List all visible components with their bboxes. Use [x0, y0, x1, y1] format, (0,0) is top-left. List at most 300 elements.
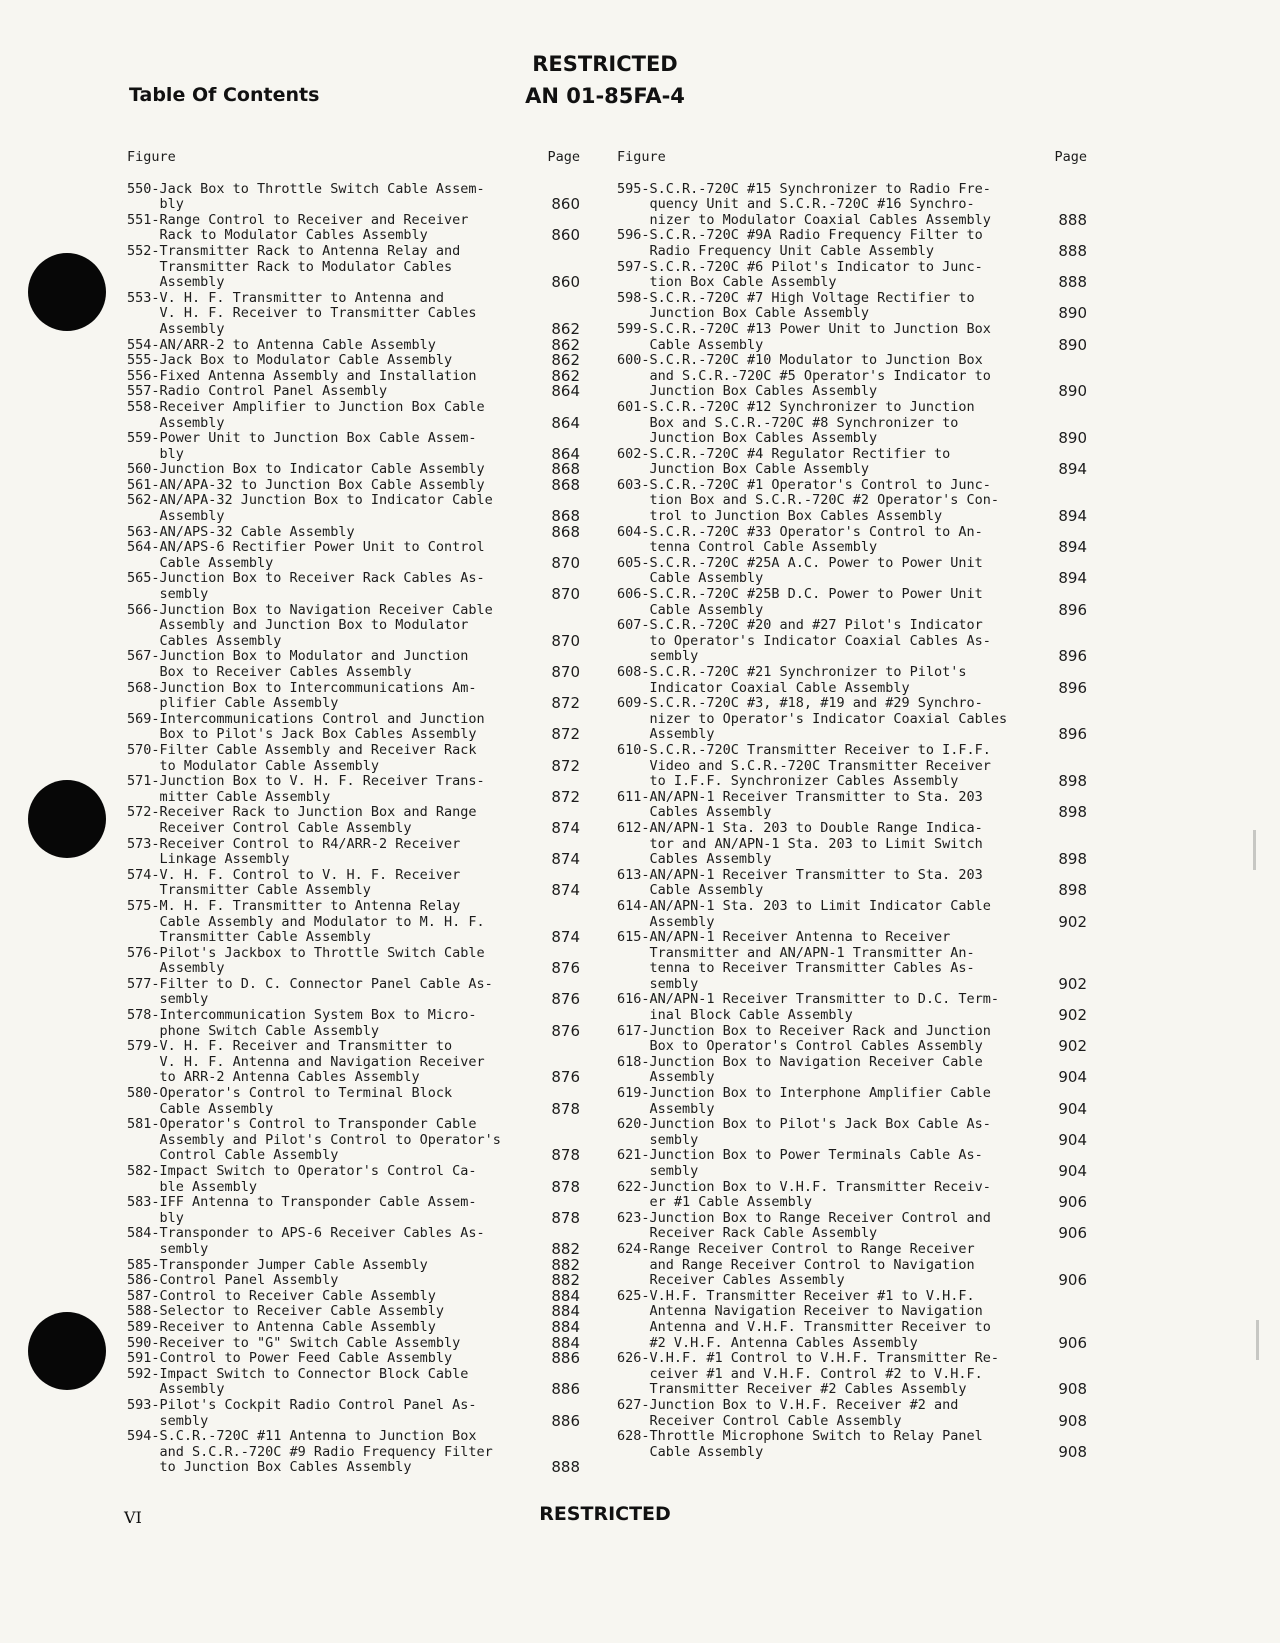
toc-entry-page: 902 [1058, 912, 1087, 931]
toc-entry-line: Transmitter Receiver #2 Cables Assembly [617, 1381, 967, 1398]
toc-entry-page: 868 [551, 475, 580, 494]
toc-entry-line: sembly [617, 648, 699, 665]
toc-entry-line: 616-AN/APN-1 Receiver Transmitter to D.C. Term- [617, 991, 1000, 1008]
toc-entry-line: #2 V.H.F. Antenna Cables Assembly [617, 1334, 918, 1351]
toc-entry-page: 888 [1058, 241, 1087, 260]
toc-entry-line: 552-Transmitter Rack to Antenna Relay and [127, 242, 461, 259]
toc-entry-line: tenna to Receiver Transmitter Cables As- [617, 960, 975, 977]
toc-entry [127, 540, 580, 571]
restricted-footer: RESTRICTED [539, 1503, 671, 1525]
binder-hole-top [28, 253, 106, 331]
toc-column-left [127, 150, 580, 1476]
toc-entry [127, 603, 580, 650]
toc-entry-page: 890 [1058, 335, 1087, 354]
toc-entry-line: Cable Assembly and Modulator to M. H. F. [127, 913, 485, 930]
toc-entry [617, 260, 1087, 291]
toc-entry-line: 592-Impact Switch to Connector Block Cable [127, 1365, 469, 1382]
toc-entry-line: Cables Assembly [617, 851, 772, 868]
toc-entry-line: 578-Intercommunication System Box to Micro- [127, 1007, 477, 1024]
toc-entry-line: Assembly [127, 1381, 225, 1398]
toc-entry [617, 665, 1087, 696]
toc-entry-line: 575-M. H. F. Transmitter to Antenna Relay [127, 897, 461, 914]
toc-entry-page: 872 [551, 787, 580, 806]
toc-entry-line: 557-Radio Control Panel Assembly [127, 383, 388, 400]
toc-entry-line: Cable Assembly [127, 554, 274, 571]
toc-entry-page: 902 [1058, 1006, 1087, 1025]
toc-entry-line: 604-S.C.R.-720C #33 Operator's Control to An- [617, 523, 983, 540]
toc-entry-line: and S.C.R.-720C #5 Operator's Indicator to [617, 367, 991, 384]
toc-entry-page: 862 [551, 319, 580, 338]
toc-entry-line: 577-Filter to D. C. Connector Panel Cable As- [127, 975, 493, 992]
toc-entry-page: 896 [1058, 678, 1087, 697]
toc-entry-line: 550-Jack Box to Throttle Switch Cable Assem- [127, 180, 485, 197]
toc-entry-line: Antenna and V.H.F. Transmitter Receiver to [617, 1318, 991, 1335]
scan-mark [1256, 1320, 1259, 1360]
toc-entry-line: 605-S.C.R.-720C #25A A.C. Power to Power Unit [617, 554, 983, 571]
toc-entry [127, 681, 580, 712]
toc-entry-line: inal Block Cable Assembly [617, 1007, 853, 1024]
toc-entry-page: 886 [551, 1380, 580, 1399]
toc-entry-line: and Range Receiver Control to Navigation [617, 1256, 975, 1273]
toc-entry-page: 906 [1058, 1271, 1087, 1290]
toc-entry-page: 884 [551, 1333, 580, 1352]
toc-entry-line: Junction Box Cable Assembly [617, 305, 869, 322]
toc-list-right [617, 182, 1087, 1461]
toc-entry-line: Cable Assembly [127, 1100, 274, 1117]
toc-entry-line: Receiver Control Cable Assembly [127, 819, 412, 836]
toc-entry-line: 562-AN/APA-32 Junction Box to Indicator Cable [127, 492, 493, 509]
toc-entry-line: 609-S.C.R.-720C #3, #18, #19 and #29 Synchro- [617, 695, 983, 712]
toc-entry-page: 904 [1058, 1068, 1087, 1087]
toc-entry [617, 1024, 1087, 1055]
figure-column-label: Figure [127, 149, 176, 165]
toc-entry [617, 743, 1087, 790]
toc-entry-page: 902 [1058, 974, 1087, 993]
toc-entry-page: 894 [1058, 460, 1087, 479]
toc-entry-page: 906 [1058, 1333, 1087, 1352]
toc-entry-line: Receiver Control Cable Assembly [617, 1412, 902, 1429]
toc-entry-page: 876 [551, 1021, 580, 1040]
toc-entry-page: 878 [551, 1146, 580, 1165]
toc-entry-page: 890 [1058, 304, 1087, 323]
toc-entry-page: 860 [551, 226, 580, 245]
toc-entry-line: Receiver Cables Assembly [617, 1272, 845, 1289]
toc-entry-line: 621-Junction Box to Power Terminals Cable As- [617, 1147, 983, 1164]
toc-entry-page: 860 [551, 195, 580, 214]
toc-entry-line: Cables Assembly [617, 804, 772, 821]
toc-entry-line: 624-Range Receiver Control to Range Receiver [617, 1240, 975, 1257]
toc-entry-line: quency Unit and S.C.R.-720C #16 Synchro- [617, 196, 975, 213]
toc-entry-line: 606-S.C.R.-720C #25B D.C. Power to Power Unit [617, 586, 983, 603]
toc-entry-line: Cable Assembly [617, 336, 764, 353]
toc-entry-line: Transmitter Cable Assembly [127, 929, 371, 946]
toc-entry-page: 868 [551, 507, 580, 526]
toc-entry-line: 619-Junction Box to Interphone Amplifier Cable [617, 1085, 991, 1102]
toc-entry [617, 1148, 1087, 1179]
toc-entry-line: 600-S.C.R.-720C #10 Modulator to Junction Box [617, 352, 983, 369]
toc-entry [127, 244, 580, 291]
toc-entry-page: 876 [551, 959, 580, 978]
toc-entry-line: 607-S.C.R.-720C #20 and #27 Pilot's Indicator [617, 617, 983, 634]
page-column-label: Page [547, 149, 580, 165]
toc-entry-line: 581-Operator's Control to Transponder Cable [127, 1116, 477, 1133]
toc-entry-line: Assembly [127, 414, 225, 431]
toc-entry-page: 876 [551, 1068, 580, 1087]
toc-entry-page: 906 [1058, 1224, 1087, 1243]
toc-entry-line: Box to Operator's Control Cables Assembly [617, 1038, 983, 1055]
toc-entry-line: phone Switch Cable Assembly [127, 1022, 379, 1039]
toc-entry [127, 353, 580, 369]
toc-entry-line: 568-Junction Box to Intercommunications Am- [127, 679, 477, 696]
toc-entry-line: ceiver #1 and V.H.F. Control #2 to V.H.F. [617, 1365, 983, 1382]
toc-entry-line: 593-Pilot's Cockpit Radio Control Panel As- [127, 1396, 477, 1413]
toc-entry-line: 570-Filter Cable Assembly and Receiver Rack [127, 741, 477, 758]
toc-entry [127, 977, 580, 1008]
toc-entry-line: 555-Jack Box to Modulator Cable Assembly [127, 352, 453, 369]
toc-entry-line: 551-Range Control to Receiver and Receiver [127, 211, 469, 228]
toc-entry-line: Junction Box Cables Assembly [617, 383, 878, 400]
toc-entry-page: 894 [1058, 507, 1087, 526]
toc-entry [617, 228, 1087, 259]
toc-entry [127, 1008, 580, 1039]
toc-entry-line: Antenna Navigation Receiver to Navigation [617, 1303, 983, 1320]
toc-entry-line: bly [127, 445, 184, 462]
toc-entry-line: tor and AN/APN-1 Sta. 203 to Limit Switch [617, 835, 983, 852]
toc-entry-page: 896 [1058, 647, 1087, 666]
toc-entry-line: 590-Receiver to "G" Switch Cable Assembly [127, 1334, 461, 1351]
toc-entry-line: 569-Intercommunications Control and Junction [127, 710, 485, 727]
toc-entry-line: to Operator's Indicator Coaxial Cables As- [617, 632, 991, 649]
toc-entry-page: 864 [551, 382, 580, 401]
toc-entry-line: nizer to Operator's Indicator Coaxial Cables [617, 710, 1008, 727]
toc-entry [617, 868, 1087, 899]
toc-entry [127, 493, 580, 524]
toc-entry-page: 870 [551, 585, 580, 604]
toc-entry [617, 291, 1087, 322]
toc-entry [127, 1273, 580, 1289]
toc-entry-page: 888 [1058, 273, 1087, 292]
toc-entry [617, 400, 1087, 447]
toc-entry-page: 874 [551, 928, 580, 947]
toc-entry [127, 462, 580, 478]
toc-entry-page: 872 [551, 756, 580, 775]
toc-entry-page: 896 [1058, 600, 1087, 619]
toc-entry-line: Linkage Assembly [127, 851, 290, 868]
toc-entry-line: Box to Receiver Cables Assembly [127, 664, 412, 680]
toc-entry-line: 595-S.C.R.-720C #15 Synchronizer to Radio Fre- [617, 180, 991, 197]
toc-entry [127, 1195, 580, 1226]
toc-entry-line: 614-AN/APN-1 Sta. 203 to Limit Indicator Cable [617, 897, 991, 914]
toc-entry-page: 874 [551, 881, 580, 900]
toc-entry [617, 525, 1087, 556]
toc-entry-line: 556-Fixed Antenna Assembly and Installation [127, 367, 477, 384]
toc-entry-line: 567-Junction Box to Modulator and Junction [127, 648, 469, 665]
toc-entry-line: 628-Throttle Microphone Switch to Relay Panel [617, 1428, 983, 1445]
toc-entry-line: Assembly [127, 320, 225, 337]
toc-entry-line: ble Assembly [127, 1178, 258, 1195]
scan-mark [1253, 830, 1256, 870]
toc-entry-line: sembly [617, 1163, 699, 1179]
toc-entry-line: 608-S.C.R.-720C #21 Synchronizer to Pilot's [617, 664, 967, 680]
toc-entry-line: 572-Receiver Rack to Junction Box and Range [127, 804, 477, 821]
toc-entry-page: 886 [551, 1411, 580, 1430]
toc-entry-line: sembly [617, 1131, 699, 1148]
toc-entry-line: Assembly [127, 960, 225, 977]
toc-entry [617, 1055, 1087, 1086]
toc-entry-page: 888 [551, 1458, 580, 1477]
toc-entry-page: 864 [551, 444, 580, 463]
toc-entry-line: 566-Junction Box to Navigation Receiver Cable [127, 601, 493, 618]
toc-entry-page: 862 [551, 335, 580, 354]
toc-entry-line: V. H. F. Receiver to Transmitter Cables [127, 305, 477, 322]
toc-entry [617, 447, 1087, 478]
toc-entry-line: 558-Receiver Amplifier to Junction Box Cable [127, 398, 485, 415]
toc-entry-line: 587-Control to Receiver Cable Assembly [127, 1287, 436, 1304]
toc-entry-line: Junction Box Cable Assembly [617, 461, 869, 478]
toc-entry [127, 475, 580, 494]
toc-entry [127, 712, 580, 743]
toc-entry-line: Assembly [617, 726, 715, 743]
toc-entry-line: 564-AN/APS-6 Rectifier Power Unit to Control [127, 539, 485, 556]
toc-entry-line: Box to Pilot's Jack Box Cables Assembly [127, 726, 477, 743]
toc-entry [617, 1351, 1087, 1398]
toc-entry [617, 322, 1087, 353]
toc-entry-line: 565-Junction Box to Receiver Rack Cables As- [127, 570, 485, 587]
toc-entry [617, 1086, 1087, 1117]
toc-entry-line: Cable Assembly [617, 1443, 764, 1460]
toc-entry-page: 872 [551, 694, 580, 713]
toc-entry-page: 882 [551, 1271, 580, 1290]
toc-entry-page: 902 [1058, 1037, 1087, 1056]
toc-entry-line: 589-Receiver to Antenna Cable Assembly [127, 1318, 436, 1335]
toc-entry-page: 882 [551, 1239, 580, 1258]
toc-entry-line: 573-Receiver Control to R4/ARR-2 Receiver [127, 835, 461, 852]
toc-entry [127, 1304, 580, 1320]
page-title: Table Of Contents [129, 84, 320, 106]
toc-entry-line: 611-AN/APN-1 Receiver Transmitter to Sta. 203 [617, 788, 983, 805]
toc-entry [127, 805, 580, 836]
toc-entry [127, 1317, 580, 1336]
toc-entry [127, 1164, 580, 1195]
toc-entry-line: Assembly and Pilot's Control to Operator's [127, 1131, 501, 1148]
toc-entry-line: 603-S.C.R.-720C #1 Operator's Control to Junc- [617, 476, 991, 493]
toc-entry-line: 627-Junction Box to V.H.F. Receiver #2 and [617, 1396, 959, 1413]
binder-hole-middle [28, 780, 106, 858]
toc-entry-page: 860 [551, 273, 580, 292]
toc-entry [617, 1117, 1087, 1148]
toc-entry-line: V. H. F. Antenna and Navigation Receiver [127, 1053, 485, 1070]
toc-entry-page: 876 [551, 990, 580, 1009]
toc-entry-line: trol to Junction Box Cables Assembly [617, 508, 943, 525]
toc-entry-page: 888 [1058, 210, 1087, 229]
toc-entry [127, 946, 580, 977]
toc-entry [617, 1242, 1087, 1289]
toc-entry-line: Cable Assembly [617, 601, 764, 618]
page-column-label: Page [1054, 149, 1087, 165]
toc-entry-line: tenna Control Cable Assembly [617, 539, 878, 556]
toc-entry-line: 583-IFF Antenna to Transponder Cable Assem- [127, 1194, 477, 1211]
toc-entry-page: 878 [551, 1208, 580, 1227]
page-number: VI [124, 1508, 142, 1527]
toc-entry [127, 1351, 580, 1367]
toc-entry-line: 560-Junction Box to Indicator Cable Assembly [127, 461, 485, 478]
toc-entry-page: 908 [1058, 1442, 1087, 1461]
toc-entry [127, 431, 580, 462]
toc-entry [617, 478, 1087, 525]
toc-entry-line: to I.F.F. Synchronizer Cables Assembly [617, 773, 959, 790]
toc-entry-line: 580-Operator's Control to Terminal Block [127, 1085, 453, 1102]
toc-entry-page: 870 [551, 553, 580, 572]
toc-entry [127, 837, 580, 868]
toc-entry-line: Box and S.C.R.-720C #8 Synchronizer to [617, 414, 959, 431]
toc-entry-line: Cable Assembly [617, 570, 764, 587]
toc-entry-page: 882 [551, 1255, 580, 1274]
toc-entry-line: 601-S.C.R.-720C #12 Synchronizer to Junction [617, 398, 975, 415]
toc-entry-line: 553-V. H. F. Transmitter to Antenna and [127, 289, 444, 306]
column-header [617, 150, 1087, 166]
toc-entry [127, 868, 580, 899]
toc-entry-line: 618-Junction Box to Navigation Receiver Cable [617, 1053, 983, 1070]
toc-entry [127, 291, 580, 338]
toc-entry [127, 571, 580, 602]
toc-entry-line: er #1 Cable Assembly [617, 1194, 813, 1211]
toc-entry-line: mitter Cable Assembly [127, 788, 331, 805]
toc-entry [617, 587, 1087, 618]
toc-entry-line: to ARR-2 Antenna Cables Assembly [127, 1069, 420, 1086]
toc-entry-page: 878 [551, 1177, 580, 1196]
toc-entry [617, 992, 1087, 1023]
toc-entry-line: Assembly [127, 274, 225, 291]
toc-entry [617, 1211, 1087, 1242]
toc-entry [617, 618, 1087, 665]
binder-hole-bottom [28, 1312, 106, 1390]
toc-entry-line: tion Box and S.C.R.-720C #2 Operator's Con- [617, 492, 1000, 509]
toc-entry-page: 884 [551, 1302, 580, 1321]
toc-entry [127, 335, 580, 354]
toc-entry-line: 610-S.C.R.-720C Transmitter Receiver to I.F.F. [617, 741, 991, 758]
toc-entry-line: Radio Frequency Unit Cable Assembly [617, 242, 934, 259]
toc-entry-line: Video and S.C.R.-720C Transmitter Receiver [617, 757, 991, 774]
toc-entry [127, 1086, 580, 1117]
toc-entry-line: bly [127, 196, 184, 213]
toc-entry [127, 899, 580, 946]
toc-entry-page: 884 [551, 1317, 580, 1336]
toc-entry-page: 870 [551, 631, 580, 650]
toc-entry-page: 874 [551, 850, 580, 869]
toc-entry-page: 862 [551, 351, 580, 370]
toc-entry [127, 743, 580, 774]
toc-entry-page: 868 [551, 522, 580, 541]
toc-entry-page: 908 [1058, 1411, 1087, 1430]
toc-entry [617, 353, 1087, 400]
toc-entry-line: 586-Control Panel Assembly [127, 1272, 339, 1289]
toc-entry-line: Transmitter and AN/APN-1 Transmitter An- [617, 944, 975, 961]
toc-entry-line: 588-Selector to Receiver Cable Assembly [127, 1303, 444, 1320]
toc-entry-line: 626-V.H.F. #1 Control to V.H.F. Transmitter Re- [617, 1350, 1000, 1367]
toc-entry-page: 898 [1058, 850, 1087, 869]
toc-entry-page: 898 [1058, 803, 1087, 822]
toc-entry-line: 591-Control to Power Feed Cable Assembly [127, 1350, 453, 1367]
toc-entry-line: 582-Impact Switch to Operator's Control Ca- [127, 1163, 477, 1179]
toc-entry-line: 576-Pilot's Jackbox to Throttle Switch Cable [127, 944, 485, 961]
toc-entry-line: Transmitter Cable Assembly [127, 882, 371, 899]
toc-entry-line: 625-V.H.F. Transmitter Receiver #1 to V.H.F. [617, 1287, 975, 1304]
column-header [127, 150, 580, 166]
toc-entry-line: Assembly [617, 1069, 715, 1086]
toc-column-right [617, 150, 1087, 1460]
toc-entry-line: Receiver Rack Cable Assembly [617, 1225, 878, 1242]
toc-entry-page: 908 [1058, 1380, 1087, 1399]
toc-entry [127, 1255, 580, 1274]
toc-entry-line: sembly [127, 1240, 209, 1257]
toc-entry-line: 563-AN/APS-32 Cable Assembly [127, 523, 355, 540]
toc-entry [127, 1226, 580, 1257]
toc-entry-page: 864 [551, 413, 580, 432]
toc-entry [617, 1180, 1087, 1211]
toc-entry-line: 585-Transponder Jumper Cable Assembly [127, 1256, 428, 1273]
toc-entry-line: plifier Cable Assembly [127, 695, 339, 712]
toc-entry [617, 1289, 1087, 1351]
toc-entry-page: 906 [1058, 1193, 1087, 1212]
toc-entry-page: 872 [551, 725, 580, 744]
toc-entry-line: Transmitter Rack to Modulator Cables [127, 258, 453, 275]
toc-entry [127, 522, 580, 541]
toc-entry [127, 1367, 580, 1398]
toc-entry-line: sembly [127, 991, 209, 1008]
toc-entry-line: 602-S.C.R.-720C #4 Regulator Rectifier to [617, 445, 951, 462]
document-number: AN 01-85FA-4 [525, 84, 685, 108]
toc-entry-page: 884 [551, 1286, 580, 1305]
toc-entry [617, 556, 1087, 587]
toc-entry-page: 878 [551, 1099, 580, 1118]
toc-entry [127, 182, 580, 213]
toc-entry-line: 612-AN/APN-1 Sta. 203 to Double Range Indica- [617, 819, 983, 836]
toc-entry-page: 904 [1058, 1130, 1087, 1149]
toc-entry-line: Assembly [617, 1100, 715, 1117]
toc-entry [127, 1333, 580, 1352]
toc-entry [617, 182, 1087, 229]
toc-entry [127, 1117, 580, 1164]
toc-entry-line: Control Cable Assembly [127, 1147, 339, 1164]
toc-entry-line: 554-AN/ARR-2 to Antenna Cable Assembly [127, 336, 436, 353]
toc-entry-line: 622-Junction Box to V.H.F. Transmitter Receiv- [617, 1178, 991, 1195]
toc-entry-line: 613-AN/APN-1 Receiver Transmitter to Sta. 203 [617, 866, 983, 883]
toc-entry-page: 898 [1058, 772, 1087, 791]
toc-entry-line: 615-AN/APN-1 Receiver Antenna to Receiver [617, 929, 951, 946]
toc-entry [127, 1039, 580, 1086]
toc-entry [617, 930, 1087, 992]
toc-entry-page: 904 [1058, 1162, 1087, 1180]
toc-entry [127, 213, 580, 244]
toc-entry [127, 400, 580, 431]
toc-entry-page: 894 [1058, 569, 1087, 588]
toc-entry-page: 890 [1058, 429, 1087, 448]
toc-entry [617, 1398, 1087, 1429]
toc-entry-line: bly [127, 1209, 184, 1226]
toc-entry-line: 574-V. H. F. Control to V. H. F. Receiver [127, 866, 461, 883]
toc-list-left [127, 182, 580, 1476]
toc-entry [617, 821, 1087, 868]
toc-entry-line: 584-Transponder to APS-6 Receiver Cables As- [127, 1225, 485, 1242]
toc-entry-line: Assembly and Junction Box to Modulator [127, 617, 469, 634]
toc-entry-line: 620-Junction Box to Pilot's Jack Box Cable As- [617, 1116, 991, 1133]
toc-entry [127, 366, 580, 385]
toc-entry-line: 579-V. H. F. Receiver and Transmitter to [127, 1038, 453, 1055]
toc-entry-line: 599-S.C.R.-720C #13 Power Unit to Junction Box [617, 320, 991, 337]
toc-entry-line: to Modulator Cable Assembly [127, 757, 379, 774]
toc-entry-line: 571-Junction Box to V. H. F. Receiver Trans- [127, 773, 485, 790]
toc-entry-line: 594-S.C.R.-720C #11 Antenna to Junction Box [127, 1428, 477, 1445]
